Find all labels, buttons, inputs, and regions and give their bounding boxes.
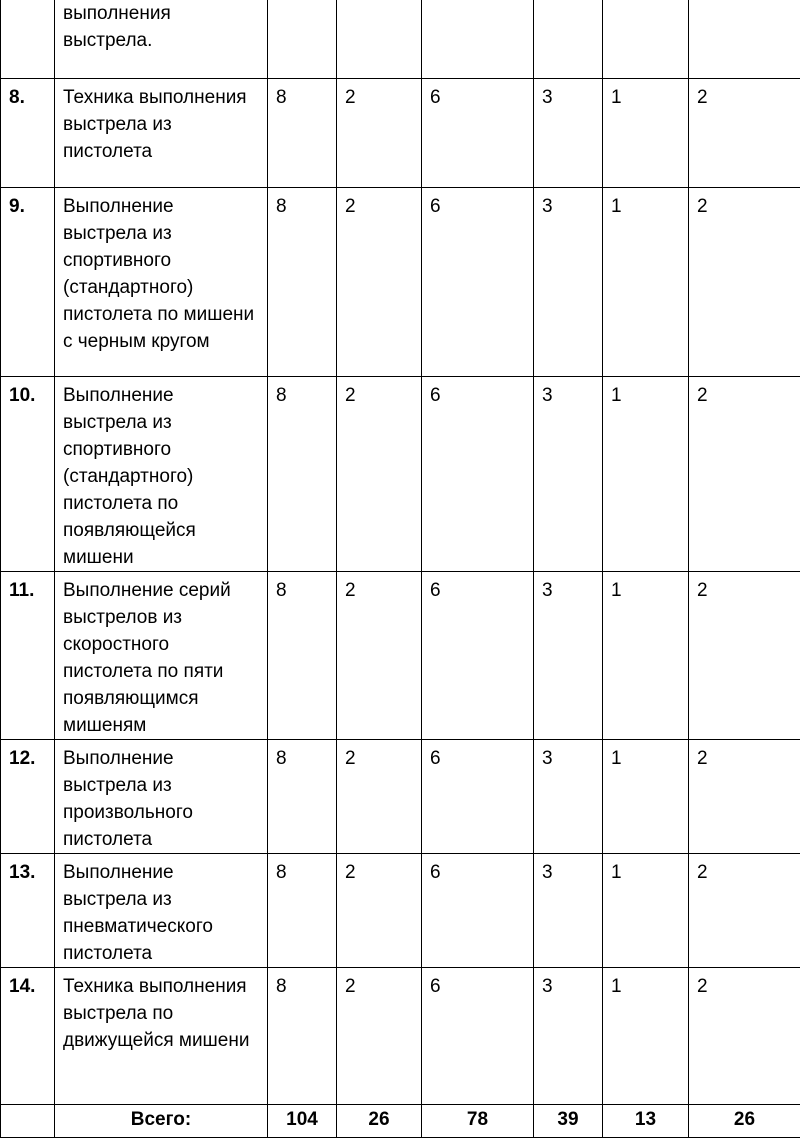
row-number: 9. (1, 188, 55, 377)
value-cell: 1 (603, 854, 689, 968)
value-cell: 1 (603, 740, 689, 854)
value-cell: 2 (689, 740, 800, 854)
topic-cell: выполнения выстрела. (55, 0, 268, 79)
total-value: 78 (422, 1105, 534, 1138)
value-cell: 6 (422, 79, 534, 188)
table-row-partial (1, 0, 800, 79)
row-number (1, 0, 55, 79)
value-cell: 6 (422, 854, 534, 968)
hours-total-cell: 8 (268, 854, 337, 968)
value-cell: 1 (603, 188, 689, 377)
value-cell: 2 (689, 377, 800, 572)
table-row (1, 188, 800, 377)
value-cell: 3 (534, 79, 603, 188)
value-cell: 1 (603, 377, 689, 572)
table-row (1, 968, 800, 1105)
value-cell: 2 (689, 79, 800, 188)
value-cell: 2 (337, 968, 422, 1105)
total-empty-cell (1, 1105, 55, 1138)
value-cell: 3 (534, 188, 603, 377)
total-row (1, 1105, 800, 1138)
value-cell: 3 (534, 377, 603, 572)
total-value: 13 (603, 1105, 689, 1138)
value-cell: 6 (422, 968, 534, 1105)
value-cell: 2 (337, 377, 422, 572)
value-cell (534, 0, 603, 79)
topic-cell: Выполнение выстрела из пневматического пистолета (55, 854, 268, 968)
total-label: Всего: (55, 1105, 268, 1138)
value-cell: 6 (422, 377, 534, 572)
table-row (1, 79, 800, 188)
value-cell: 6 (422, 188, 534, 377)
value-cell (337, 0, 422, 79)
value-cell: 3 (534, 968, 603, 1105)
table-row (1, 854, 800, 968)
value-cell: 3 (534, 572, 603, 740)
topic-cell: Выполнение серий выстрелов из скоростного пистолета по пяти появляющимся мишеням (55, 572, 268, 740)
value-cell (603, 0, 689, 79)
value-cell: 2 (337, 79, 422, 188)
value-cell: 2 (689, 188, 800, 377)
hours-total-cell: 8 (268, 79, 337, 188)
topic-cell: Техника выполнения выстрела из пистолета (55, 79, 268, 188)
table-row (1, 740, 800, 854)
total-value: 26 (337, 1105, 422, 1138)
value-cell: 6 (422, 572, 534, 740)
row-number: 12. (1, 740, 55, 854)
value-cell (422, 0, 534, 79)
value-cell: 2 (337, 740, 422, 854)
hours-total-cell: 8 (268, 968, 337, 1105)
hours-total-cell: 8 (268, 188, 337, 377)
total-value: 39 (534, 1105, 603, 1138)
value-cell: 3 (534, 740, 603, 854)
value-cell: 2 (689, 968, 800, 1105)
row-number: 8. (1, 79, 55, 188)
value-cell: 2 (337, 572, 422, 740)
topic-cell: Выполнение выстрела из произвольного пистолета (55, 740, 268, 854)
hours-total-cell: 8 (268, 740, 337, 854)
topic-cell: Выполнение выстрела из спортивного (стандартного) пистолета по мишени с черным кругом (55, 188, 268, 377)
value-cell: 2 (689, 572, 800, 740)
value-cell: 1 (603, 572, 689, 740)
value-cell (689, 0, 800, 79)
value-cell: 3 (534, 854, 603, 968)
topic-cell: Выполнение выстрела из спортивного (стандартного) пистолета по появляющейся мишени (55, 377, 268, 572)
table-row (1, 377, 800, 572)
value-cell: 2 (337, 854, 422, 968)
value-cell: 1 (603, 968, 689, 1105)
topic-cell: Техника выполнения выстрела по движущейся мишени (55, 968, 268, 1105)
row-number: 11. (1, 572, 55, 740)
value-cell (268, 0, 337, 79)
value-cell: 2 (689, 854, 800, 968)
total-value: 104 (268, 1105, 337, 1138)
hours-total-cell: 8 (268, 572, 337, 740)
value-cell: 1 (603, 79, 689, 188)
row-number: 13. (1, 854, 55, 968)
hours-total-cell: 8 (268, 377, 337, 572)
value-cell: 6 (422, 740, 534, 854)
total-value: 26 (689, 1105, 800, 1138)
row-number: 10. (1, 377, 55, 572)
table-row (1, 572, 800, 740)
row-number: 14. (1, 968, 55, 1105)
value-cell: 2 (337, 188, 422, 377)
